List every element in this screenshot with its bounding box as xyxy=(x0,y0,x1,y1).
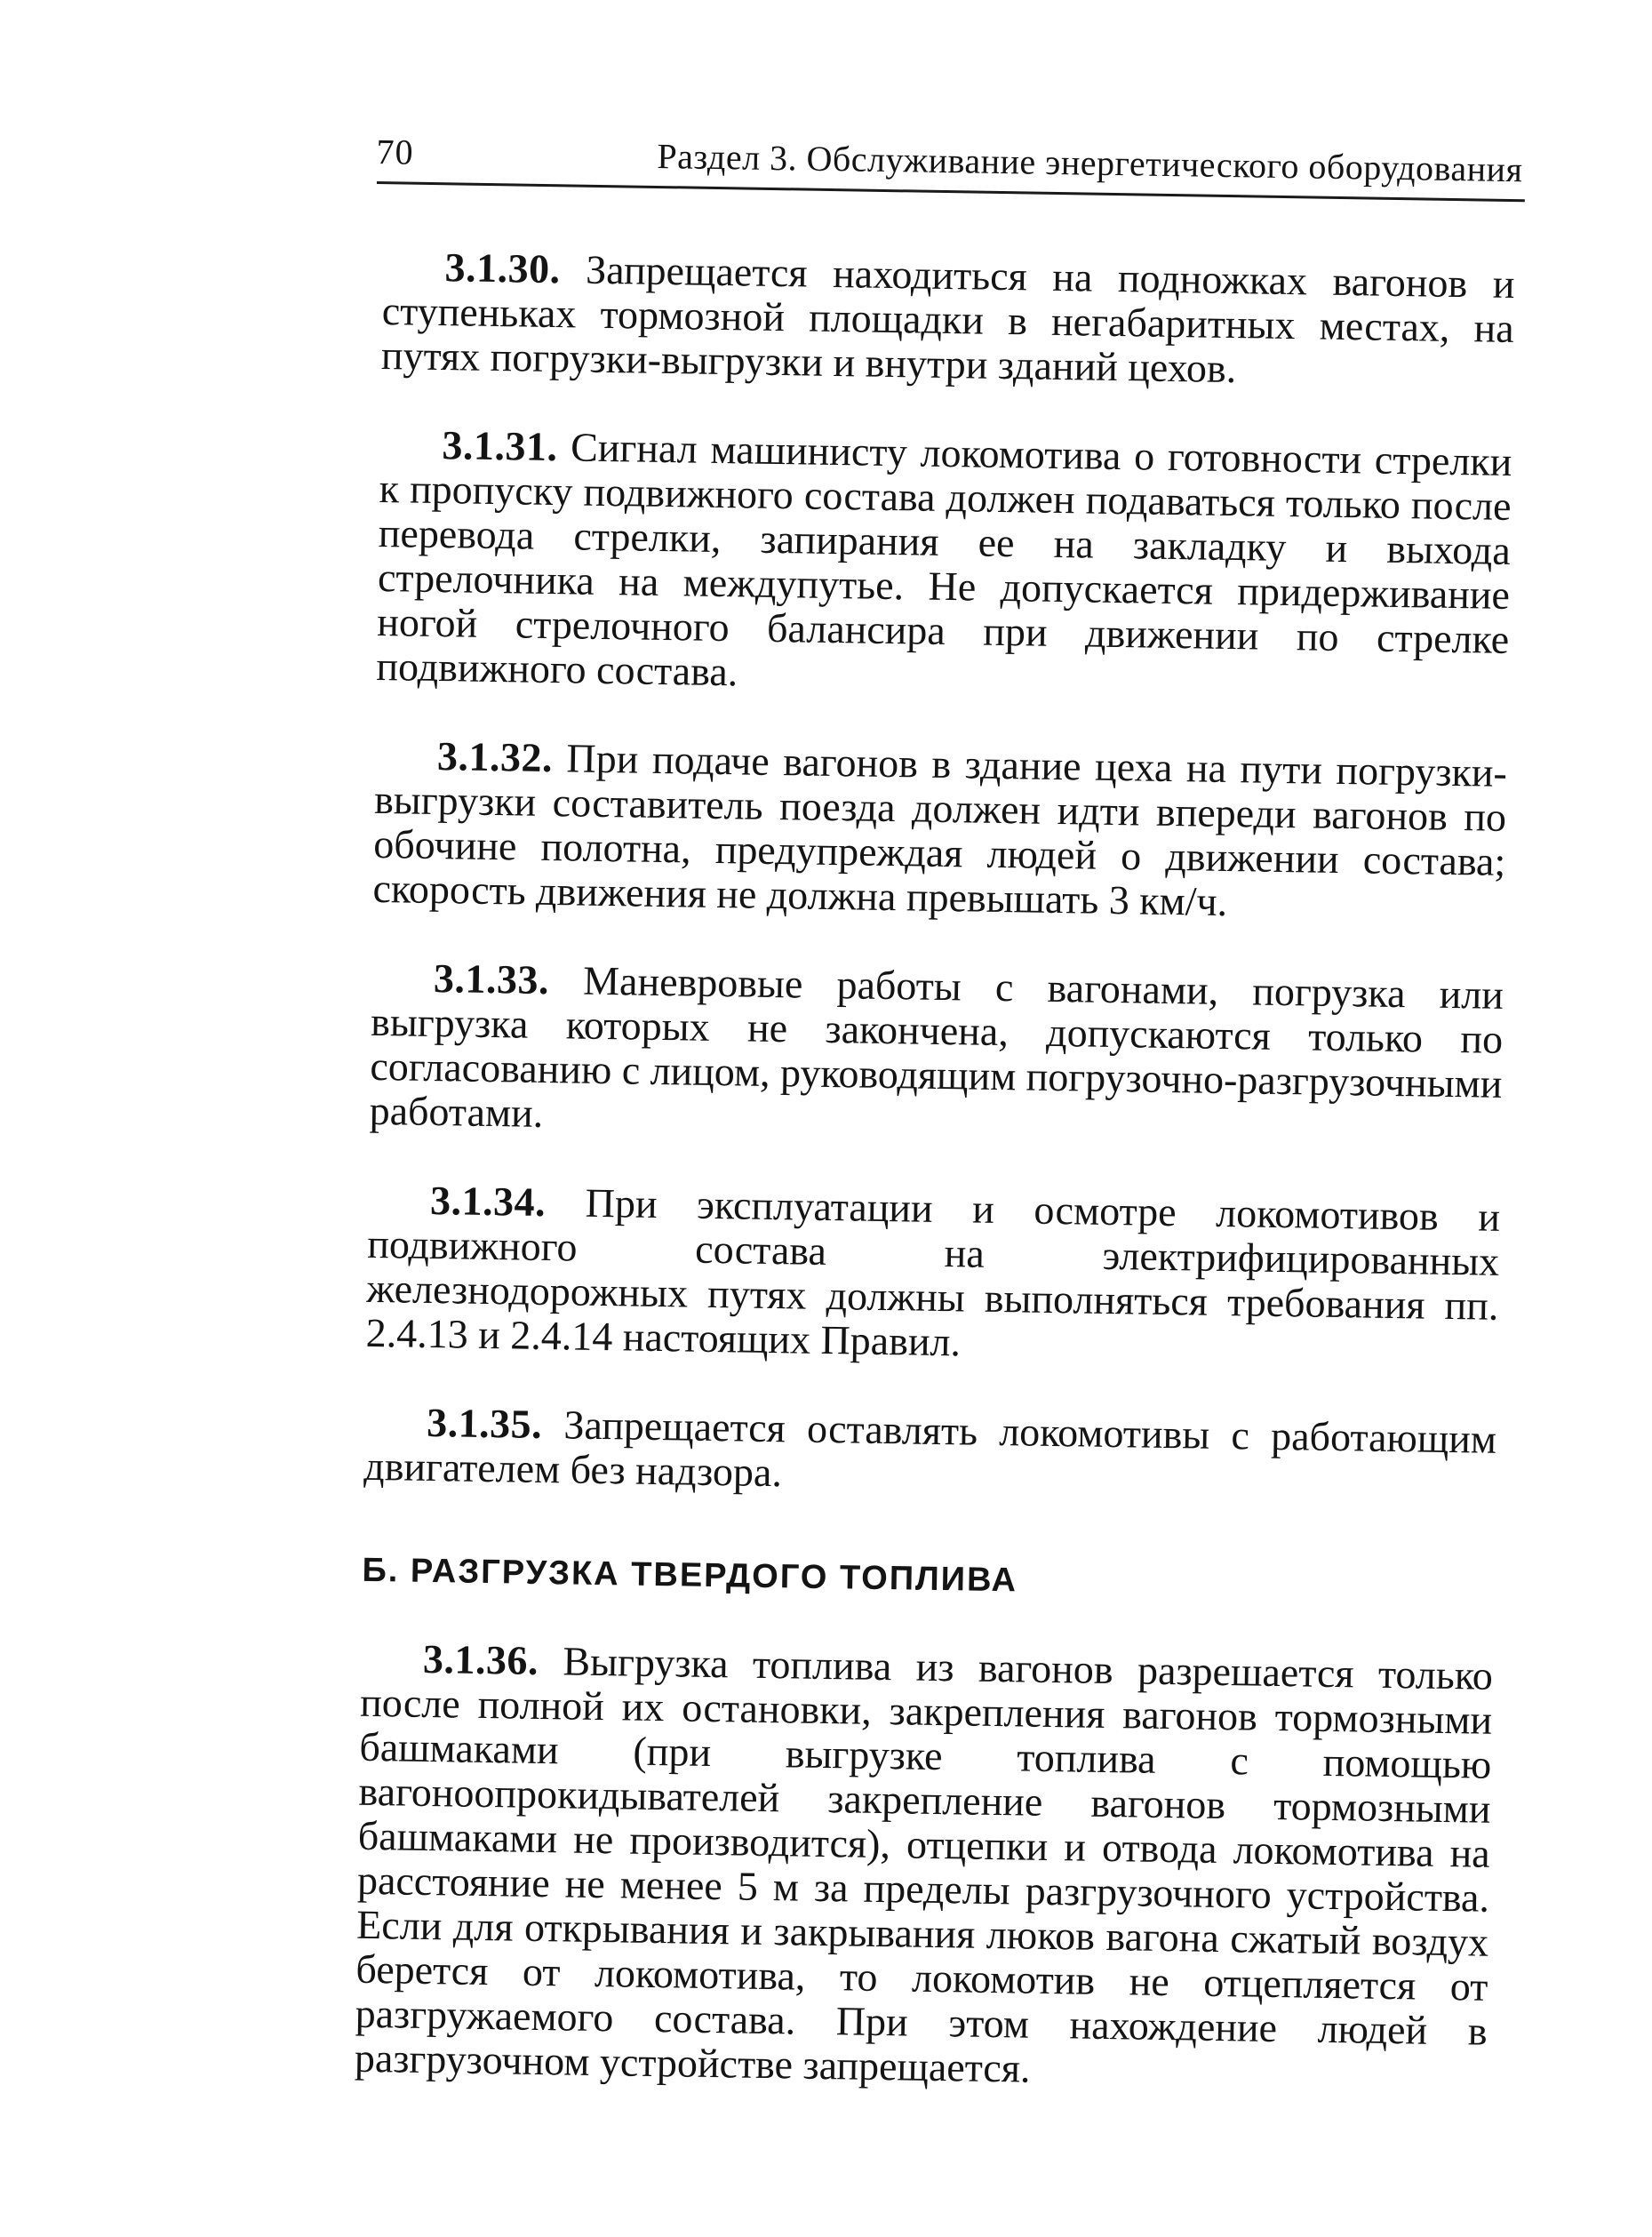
clause-text: При подаче вагонов в здание цеха на пути погрузки-выгрузки составитель поезда должен идти впереди вагонов по обочине полотна, предупреждая людей о движении состава; скорость движения не должна превышать 3 км/ч. xyxy=(372,735,1508,925)
clause-3-1-32 xyxy=(372,733,1507,929)
clause-text: Запрещается находиться на подножках вагонов и ступеньках тормозной площадки в негабаритных местах, на путях погрузки-выгрузки и внутри зданий цехов. xyxy=(380,246,1515,392)
clause-text: Выгрузка топлива из вагонов разрешается только после полной их остановки, закрепления вагонов тормозными башмаками (при выгрузке топлива с помощью вагоноопрокидывателей закрепление вагонов тормозными башмаками не производится), отцепки и отвода локомотива на расстояние не менее 5 м за пределы разгрузочного устройства. Если для открывания и закрывания люков вагона сжатый воздух берется от локомотива, то локомотив не отцепляется от разгружаемого состава. При этом нахождение людей в разгрузочном устройстве запрещается. xyxy=(354,1638,1494,2091)
section-heading: Б. РАЗГРУЗКА ТВЕРДОГО ТОПЛИВА xyxy=(362,1551,1018,1600)
clause-number: 3.1.34. xyxy=(429,1177,547,1226)
body-text xyxy=(355,244,1515,2098)
clause-3-1-34 xyxy=(365,1178,1500,1373)
clause-number: 3.1.31. xyxy=(442,422,558,470)
clause-3-1-33 xyxy=(369,955,1504,1151)
clause-3-1-35 xyxy=(363,1400,1496,1506)
page-header xyxy=(376,130,1523,197)
clause-number: 3.1.35. xyxy=(426,1399,543,1447)
clause-number: 3.1.36. xyxy=(422,1635,539,1683)
running-title: Раздел 3. Обслуживание энергетического оборудования xyxy=(657,135,1523,190)
clause-text: Сигнал машинисту локомотива о готовности стрелки к пропуску подвижного состава должен подаваться только после перевода стрелки, запирания ее на закладку и выхода стрелочника на междупутье. Не допускается придерживание ногой стрелочного балансира при движении по стрелке подвижного состава. xyxy=(376,424,1512,695)
clause-number: 3.1.33. xyxy=(433,955,550,1003)
clause-3-1-31 xyxy=(376,422,1512,707)
clause-number: 3.1.30. xyxy=(444,244,561,292)
page-number: 70 xyxy=(376,131,414,172)
clause-text: Маневровые работы с вагонами, погрузка или выгрузка которых не закончена, допускаются только по согласованию с лицом, руководящим погрузочно-разгрузочными работами. xyxy=(369,957,1504,1136)
clause-number: 3.1.32. xyxy=(436,733,554,781)
clause-text: При эксплуатации и осмотре локомотивов и подвижного состава на электрифицированных железнодорожных путях должны выполняться требования пп. 2.4.13 и 2.4.14 настоящих Правил. xyxy=(365,1179,1501,1365)
clause-text: Запрещается оставлять локомотивы с работающим двигателем без надзора. xyxy=(363,1402,1497,1496)
clause-3-1-36 xyxy=(355,1636,1494,2098)
clause-3-1-30 xyxy=(381,244,1515,395)
